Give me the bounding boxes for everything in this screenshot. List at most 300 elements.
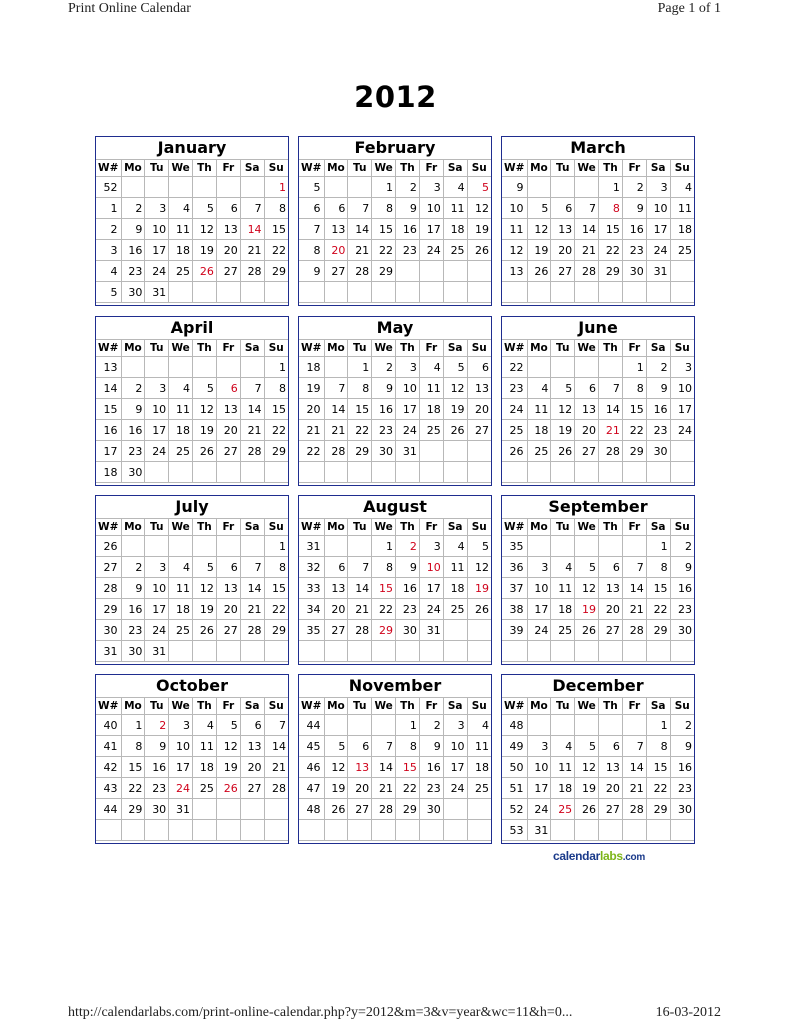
day-cell: 19 [324,778,348,799]
day-cell: 12 [193,399,217,420]
week-number: 46 [299,757,324,778]
print-header-page: Page 1 of 1 [657,1,721,16]
day-cell: 23 [670,599,694,620]
week-number: 43 [96,778,121,799]
week-row [96,282,288,303]
day-cell: 19 [467,578,491,599]
day-cell: 31 [145,282,169,303]
week-row [96,599,288,620]
day-cell: 24 [145,261,169,282]
day-cell [575,462,599,483]
weekday-header: Fr [216,698,240,715]
day-cell: 17 [527,778,551,799]
day-cell: 7 [372,736,396,757]
weekday-header: Sa [240,698,264,715]
weekday-header: Sa [646,519,670,536]
day-cell: 12 [324,757,348,778]
day-cell: 20 [599,599,623,620]
day-cell: 10 [443,736,467,757]
day-cell [575,715,599,736]
week-number: 36 [502,557,527,578]
day-cell: 9 [622,198,646,219]
day-cell: 16 [396,578,420,599]
day-cell: 28 [622,799,646,820]
day-cell: 7 [599,378,623,399]
week-row [96,820,288,841]
day-cell: 18 [443,578,467,599]
day-cell: 21 [348,599,372,620]
day-cell [240,799,264,820]
day-cell: 31 [527,820,551,841]
day-cell: 22 [348,420,372,441]
week-row [96,261,288,282]
day-cell: 25 [169,261,193,282]
day-cell: 22 [599,240,623,261]
day-cell: 5 [324,736,348,757]
day-cell [240,462,264,483]
day-cell [396,641,420,662]
day-cell: 24 [646,240,670,261]
weekday-header: Sa [443,340,467,357]
month-may [298,316,492,486]
day-cell: 10 [145,219,169,240]
day-cell: 2 [121,557,145,578]
week-row [299,240,491,261]
day-cell [443,462,467,483]
month-july [95,495,289,665]
weekday-header: We [575,519,599,536]
day-cell: 19 [575,778,599,799]
month-name: September [548,497,648,516]
day-cell [622,715,646,736]
weekday-header: Tu [145,698,169,715]
day-cell [419,282,443,303]
day-cell: 30 [396,620,420,641]
week-row [96,557,288,578]
day-cell: 16 [121,420,145,441]
weekday-header: We [169,340,193,357]
day-cell: 26 [575,799,599,820]
day-cell: 13 [216,578,240,599]
week-number: 37 [502,578,527,599]
day-cell: 11 [169,219,193,240]
day-cell: 11 [169,578,193,599]
day-cell: 20 [348,778,372,799]
week-number: 12 [502,240,527,261]
weekday-header: Th [396,519,420,536]
day-cell: 21 [264,757,288,778]
day-cell [264,641,288,662]
day-cell: 31 [169,799,193,820]
month-name: August [363,497,427,516]
day-cell: 10 [169,736,193,757]
day-cell: 11 [419,378,443,399]
day-cell [443,282,467,303]
week-row [299,198,491,219]
day-cell: 18 [527,420,551,441]
weekday-header: Su [264,698,288,715]
day-cell [348,177,372,198]
day-cell: 31 [646,261,670,282]
weekday-header: Sa [646,698,670,715]
day-cell [599,715,623,736]
day-cell [348,462,372,483]
week-row [96,620,288,641]
day-cell [169,462,193,483]
week-row [502,778,694,799]
logo-part-calendar: calendar [553,849,600,863]
weekday-header: Th [193,340,217,357]
day-cell: 18 [670,219,694,240]
day-cell: 22 [372,599,396,620]
day-cell [348,820,372,841]
day-cell: 27 [216,620,240,641]
day-cell [240,177,264,198]
month-march [501,136,695,306]
day-cell: 3 [670,357,694,378]
week-row [502,240,694,261]
month-table [299,697,491,841]
day-cell [670,462,694,483]
weekday-header: We [372,519,396,536]
day-cell: 9 [396,557,420,578]
week-row [502,420,694,441]
day-cell: 16 [121,599,145,620]
day-cell [419,261,443,282]
day-cell: 2 [121,198,145,219]
month-name: February [354,138,436,157]
day-cell: 30 [670,799,694,820]
day-cell [527,715,551,736]
week-row [96,578,288,599]
day-cell: 9 [121,578,145,599]
day-cell [443,261,467,282]
weekday-header-row [96,340,288,357]
day-cell: 4 [193,715,217,736]
month-table [96,697,288,841]
day-cell [145,820,169,841]
day-cell: 29 [646,620,670,641]
day-cell: 24 [145,620,169,641]
day-cell: 23 [646,420,670,441]
day-cell: 29 [622,441,646,462]
day-cell: 19 [216,757,240,778]
week-number: 48 [502,715,527,736]
day-cell: 3 [145,378,169,399]
week-number [502,282,527,303]
day-cell [443,441,467,462]
day-cell: 5 [551,378,575,399]
day-cell: 9 [419,736,443,757]
day-cell: 24 [419,599,443,620]
day-cell [372,462,396,483]
day-cell [443,641,467,662]
week-number-header: W# [502,160,527,177]
day-cell: 3 [396,357,420,378]
day-cell: 30 [145,799,169,820]
week-row [96,536,288,557]
week-number [502,641,527,662]
day-cell: 1 [348,357,372,378]
week-number-header: W# [96,340,121,357]
day-cell: 1 [264,177,288,198]
week-number: 31 [299,536,324,557]
day-cell: 23 [396,240,420,261]
week-number [96,820,121,841]
week-row [502,599,694,620]
day-cell [527,536,551,557]
day-cell: 1 [264,536,288,557]
day-cell: 28 [264,778,288,799]
day-cell [145,357,169,378]
weekday-header: We [372,698,396,715]
day-cell [467,282,491,303]
day-cell: 23 [121,441,145,462]
week-number: 34 [299,599,324,620]
day-cell: 14 [240,399,264,420]
day-cell: 6 [240,715,264,736]
day-cell: 2 [396,536,420,557]
weekday-header: Su [467,160,491,177]
day-cell: 4 [467,715,491,736]
day-cell: 17 [419,219,443,240]
day-cell: 7 [575,198,599,219]
week-number: 31 [96,641,121,662]
week-row [299,261,491,282]
week-number: 3 [96,240,121,261]
weekday-header-row [502,698,694,715]
day-cell: 27 [324,261,348,282]
day-cell: 5 [216,715,240,736]
week-row [502,557,694,578]
day-cell [216,536,240,557]
weekday-header: Sa [646,160,670,177]
weekday-header: Tu [551,519,575,536]
day-cell: 8 [264,378,288,399]
week-number: 1 [96,198,121,219]
weekday-header: Fr [622,698,646,715]
week-row [299,357,491,378]
weekday-header: Tu [551,340,575,357]
week-row [299,578,491,599]
day-cell: 5 [467,536,491,557]
day-cell [240,820,264,841]
weekday-header: Sa [443,519,467,536]
day-cell: 18 [419,399,443,420]
day-cell: 19 [575,599,599,620]
weekday-header: Fr [216,519,240,536]
day-cell: 6 [551,198,575,219]
weekday-header: Tu [551,160,575,177]
week-number: 50 [502,757,527,778]
day-cell [551,177,575,198]
week-number: 9 [502,177,527,198]
day-cell: 1 [372,536,396,557]
day-cell [527,282,551,303]
week-number: 33 [299,578,324,599]
day-cell: 1 [622,357,646,378]
day-cell [419,462,443,483]
day-cell: 5 [575,736,599,757]
weekday-header: Su [467,519,491,536]
calendarlabs-logo[interactable] [553,849,645,863]
week-row [299,757,491,778]
week-row [96,378,288,399]
weekday-header: Th [599,340,623,357]
week-number: 16 [96,420,121,441]
week-row [96,441,288,462]
weekday-header: Tu [145,160,169,177]
day-cell [193,357,217,378]
weekday-header: Sa [240,340,264,357]
week-row [502,357,694,378]
week-number: 44 [96,799,121,820]
day-cell: 29 [396,799,420,820]
week-number-header: W# [299,519,324,536]
weekday-header: Th [396,160,420,177]
weekday-header: Fr [419,519,443,536]
day-cell [216,641,240,662]
weekday-header: Mo [121,519,145,536]
week-row [96,420,288,441]
day-cell: 16 [372,399,396,420]
day-cell: 22 [264,599,288,620]
weekday-header: Mo [121,160,145,177]
month-table [502,159,694,303]
week-number: 45 [299,736,324,757]
day-cell: 26 [467,599,491,620]
day-cell: 11 [670,198,694,219]
day-cell [443,820,467,841]
day-cell: 8 [646,557,670,578]
weekday-header: Su [670,519,694,536]
day-cell: 13 [324,578,348,599]
week-number: 6 [299,198,324,219]
day-cell: 18 [169,599,193,620]
day-cell: 29 [599,261,623,282]
month-table [502,518,694,662]
weekday-header: Th [599,160,623,177]
week-number: 20 [299,399,324,420]
day-cell: 5 [443,357,467,378]
weekday-header: Tu [348,160,372,177]
day-cell: 22 [646,599,670,620]
day-cell: 22 [646,778,670,799]
day-cell: 13 [324,219,348,240]
week-number: 40 [96,715,121,736]
weekday-header: Th [599,519,623,536]
print-footer-date: 16-03-2012 [655,1005,721,1020]
day-cell [169,282,193,303]
day-cell: 11 [169,399,193,420]
week-number: 52 [96,177,121,198]
weekday-header: Th [193,698,217,715]
week-number: 39 [502,620,527,641]
day-cell: 14 [240,578,264,599]
day-cell: 26 [527,261,551,282]
week-number-header: W# [96,698,121,715]
weekday-header-row [96,160,288,177]
weekday-header: Th [193,160,217,177]
print-header [68,1,721,19]
day-cell: 9 [670,557,694,578]
day-cell: 25 [551,799,575,820]
day-cell: 25 [169,620,193,641]
weekday-header: Fr [622,160,646,177]
day-cell: 12 [575,757,599,778]
year-title: 2012 [354,80,437,114]
weekday-header: Sa [443,160,467,177]
week-number: 4 [96,261,121,282]
week-number: 25 [502,420,527,441]
day-cell: 13 [599,578,623,599]
day-cell: 14 [264,736,288,757]
day-cell: 4 [527,378,551,399]
day-cell: 17 [670,399,694,420]
day-cell: 26 [193,261,217,282]
weekday-header: Th [193,519,217,536]
week-number: 10 [502,198,527,219]
day-cell [264,820,288,841]
day-cell: 3 [527,736,551,757]
day-cell: 30 [646,441,670,462]
day-cell: 15 [396,757,420,778]
day-cell: 28 [372,799,396,820]
day-cell: 9 [646,378,670,399]
day-cell [193,799,217,820]
day-cell: 1 [264,357,288,378]
day-cell: 12 [193,219,217,240]
day-cell [240,282,264,303]
month-name: December [552,676,644,695]
day-cell: 28 [324,441,348,462]
day-cell [551,282,575,303]
day-cell: 3 [443,715,467,736]
day-cell: 27 [216,441,240,462]
weekday-header: We [169,698,193,715]
day-cell: 16 [646,399,670,420]
week-row [299,641,491,662]
weekday-header: Fr [622,519,646,536]
day-cell: 14 [599,399,623,420]
weekday-header: Th [396,340,420,357]
day-cell: 1 [599,177,623,198]
weekday-header: Su [467,698,491,715]
week-row [502,715,694,736]
day-cell: 8 [372,198,396,219]
day-cell: 17 [169,757,193,778]
day-cell: 16 [670,578,694,599]
weekday-header-row [299,519,491,536]
day-cell: 26 [551,441,575,462]
week-number: 30 [96,620,121,641]
day-cell: 28 [240,620,264,641]
week-row [299,399,491,420]
day-cell: 27 [467,420,491,441]
week-number: 19 [299,378,324,399]
day-cell: 29 [646,799,670,820]
week-row [299,557,491,578]
day-cell: 4 [551,557,575,578]
weekday-header: Su [670,160,694,177]
day-cell: 28 [348,261,372,282]
day-cell [575,177,599,198]
week-number: 18 [299,357,324,378]
day-cell: 28 [348,620,372,641]
day-cell: 24 [145,441,169,462]
weekday-header: Tu [348,519,372,536]
day-cell [599,462,623,483]
